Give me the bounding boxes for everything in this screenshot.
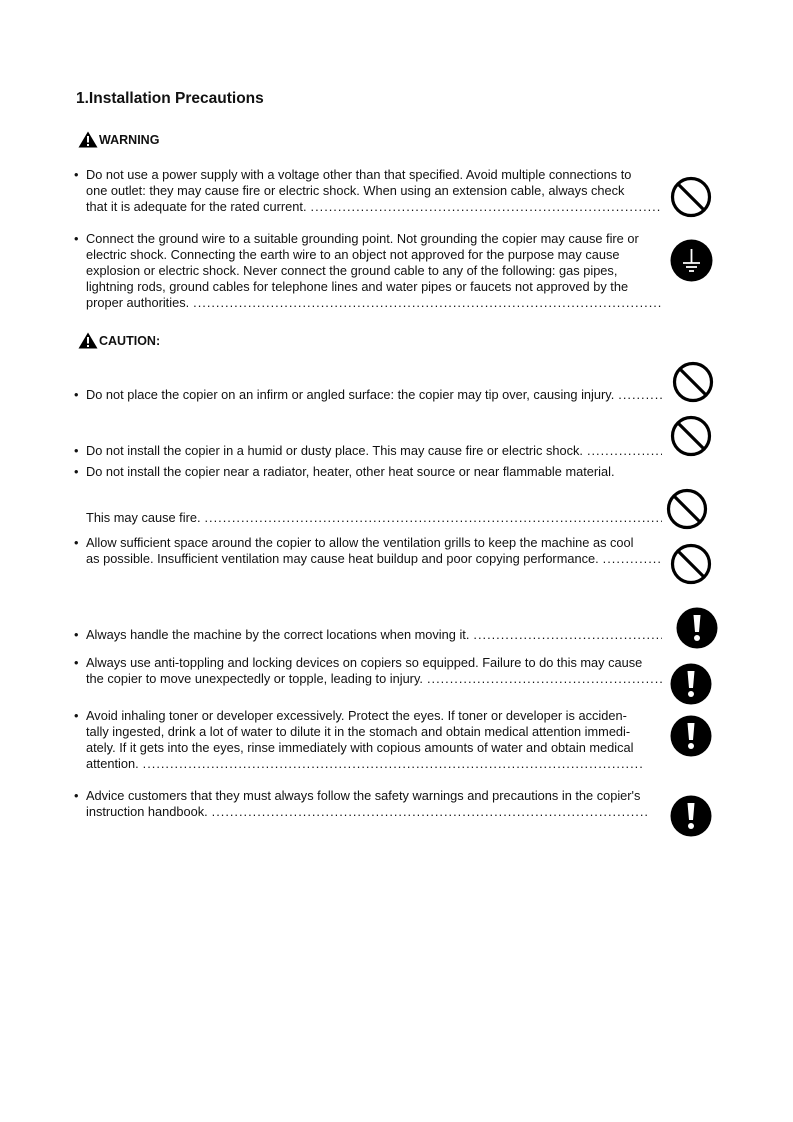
caution-item-anti-toppling (74, 655, 662, 687)
warning-heading (78, 131, 159, 148)
item-text: tally ingested, drink a lot of water to dilute it in the stomach and obtain medical attention immedi- (86, 724, 631, 739)
warning-triangle-icon (78, 131, 98, 148)
warning-item-ground-wire (74, 231, 662, 311)
item-text-last: Do not place the copier on an infirm or angled surface: the copier may tip over, causing injury. ..... (86, 387, 662, 403)
item-text: ately. If it gets into the eyes, rinse immediately with copious amounts of water and obtain medical (86, 740, 634, 755)
page-title: 1.Installation Precautions (76, 90, 264, 107)
mandatory-icon (670, 715, 712, 757)
bullet: • (74, 788, 79, 803)
caution-item-infirm-surface (74, 387, 662, 403)
bullet: • (74, 443, 79, 458)
item-text-last: proper authorities. ..... (86, 295, 662, 311)
item-text-last: Do not install the copier in a humid or dusty place. This may cause fire or electric shock. ..... (86, 443, 662, 459)
prohibited-icon (670, 176, 712, 218)
item-text-last: attention. ..... (86, 756, 642, 772)
item-text: Allow sufficient space around the copier to allow the ventilation grills to keep the machine as cool (86, 535, 634, 550)
mandatory-icon (670, 795, 712, 837)
ground-icon (670, 239, 713, 282)
prohibited-icon (670, 415, 712, 457)
bullet: • (74, 464, 79, 479)
caution-item-heat-source (74, 464, 662, 480)
item-text: Always use anti-toppling and locking devices on copiers so equipped. Failure to do this may cause (86, 655, 643, 670)
item-text-last: Always handle the machine by the correct locations when moving it. ..... (86, 627, 662, 643)
item-text-last: that it is adequate for the rated current. ..... (86, 199, 662, 215)
item-text: one outlet: they may cause fire or electric shock. When using an extension cable, always check (86, 183, 625, 198)
warning-item-power-supply (74, 167, 662, 215)
item-text: explosion or electric shock. Never connect the ground cable to any of the following: gas pipes, (86, 263, 618, 278)
item-text: lightning rods, ground cables for telephone lines and water pipes or faucets not approved by the (86, 279, 629, 294)
caution-item-advice-customers (74, 788, 662, 820)
item-text-last: instruction handbook. ..... (86, 804, 650, 820)
caution-item-ventilation (74, 535, 662, 567)
caution-label: CAUTION: (99, 333, 161, 348)
item-text: electric shock. Connecting the earth wire to an object not approved for the purpose may cause (86, 247, 620, 262)
item-text-last: the copier to move unexpectedly or topple, leading to injury. ..... (86, 671, 662, 687)
item-text-last: as possible. Insufficient ventilation may cause heat buildup and poor copying performance. ..... (86, 551, 662, 567)
item-text: Advice customers that they must always follow the safety warnings and precautions in the copier's (86, 788, 641, 803)
caution-item-heat-source-continuation (74, 510, 662, 526)
item-text: Connect the ground wire to a suitable grounding point. Not grounding the copier may cause fire or (86, 231, 639, 246)
caution-item-toner (74, 708, 662, 772)
item-text: Do not use a power supply with a voltage other than that specified. Avoid multiple connections to (86, 167, 632, 182)
bullet: • (74, 231, 79, 246)
item-text: Do not install the copier near a radiator, heater, other heat source or near flammable material. (86, 464, 615, 479)
prohibited-icon (672, 361, 714, 403)
warning-label: WARNING (99, 132, 160, 147)
bullet: • (74, 708, 79, 723)
bullet: • (74, 387, 79, 402)
bullet: • (74, 535, 79, 550)
caution-item-handle-machine (74, 627, 662, 643)
prohibited-icon (670, 543, 712, 585)
bullet: • (74, 627, 79, 642)
item-text-last: This may cause fire. ..... (86, 510, 662, 526)
mandatory-icon (670, 663, 712, 705)
bullet: • (74, 655, 79, 670)
item-text: Avoid inhaling toner or developer excessively. Protect the eyes. If toner or developer is acciden- (86, 708, 627, 723)
prohibited-icon (666, 488, 708, 530)
mandatory-icon (676, 607, 718, 649)
caution-item-humid-place (74, 443, 662, 459)
warning-triangle-icon (78, 332, 98, 349)
caution-heading (78, 332, 160, 349)
bullet: • (74, 167, 79, 182)
